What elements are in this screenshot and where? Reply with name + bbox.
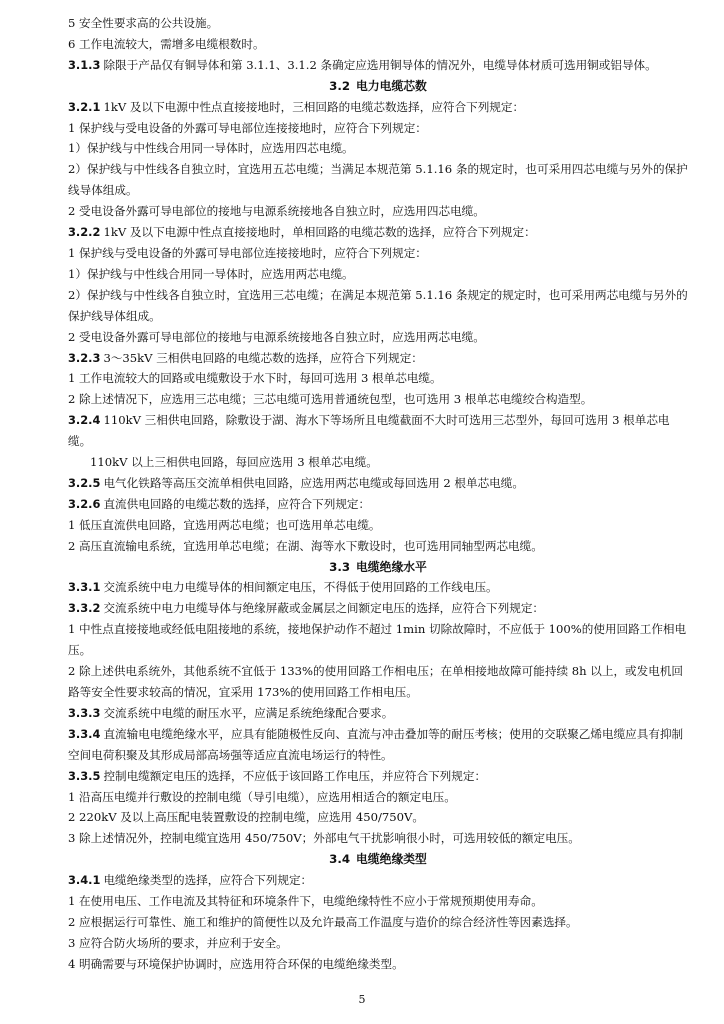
list-item: 1 沿高压电缆并行敷设的控制电缆（导引电缆），应选用相适合的额定电压。	[68, 789, 456, 804]
clause-number: 3.3.4	[68, 726, 101, 741]
clause-number: 3.2.3	[68, 350, 101, 365]
list-item: 1 低压直流供电回路，宜选用两芯电缆；也可选用单芯电缆。	[68, 517, 381, 532]
clause-number: 3.1.3	[68, 57, 101, 72]
list-item: 1 中性点直接接地或经低电阻接地的系统，接地保护动作不超过 1min 切除故障时，不应低于 100%的使用回路工作相电压。	[68, 622, 687, 658]
section-heading-3-4	[68, 849, 688, 870]
list-item: 2）保护线与中性线各自独立时，宜选用五芯电缆；当满足本规范第 5.1.16 条的规定时，也可采用四芯电缆与另外的保护线导体组成。	[68, 162, 688, 198]
clause-3-2-4	[68, 410, 688, 452]
clause-text: 交流系统中电力电缆导体的相间额定电压，不得低于使用回路的工作线电压。	[103, 580, 498, 595]
clause-3-3-4	[68, 724, 688, 766]
clause-number: 3.3.5	[68, 768, 101, 783]
section-title: 电缆绝缘类型	[356, 852, 427, 867]
clause-3-1-3	[68, 55, 688, 76]
section-heading-3-3	[68, 557, 688, 578]
clause-number: 3.2.4	[68, 413, 101, 428]
clause-number: 3.3.3	[68, 705, 101, 720]
clause-number: 3.4.1	[68, 873, 101, 888]
clause-3-2-5	[68, 473, 688, 494]
clause-text: 直流供电回路的电缆芯数的选择，应符合下列规定：	[103, 496, 371, 511]
section-number: 3.3	[329, 559, 351, 574]
list-item: 2 受电设备外露可导电部位的接地与电源系统接地各自独立时，应选用四芯电缆。	[68, 204, 485, 219]
clause-text: 控制电缆额定电压的选择，不应低于该回路工作电压，并应符合下列规定：	[103, 768, 487, 783]
clause-text: 110kV 三相供电回路，除敷设于湖、海水下等场所且电缆截面不大时可选用三芯型外，每回可选用 3 根单芯电缆。	[68, 413, 670, 449]
clause-number: 3.3.1	[68, 580, 101, 595]
list-item: 3 应符合防火场所的要求，并应利于安全。	[68, 935, 288, 950]
list-item: 1）保护线与中性线合用同一导体时，应选用两芯电缆。	[68, 266, 354, 281]
clause-text: 电缆绝缘类型的选择，应符合下列规定：	[103, 873, 313, 888]
clause-number: 3.2.5	[68, 475, 101, 490]
page-number: 5	[358, 993, 366, 1006]
clause-3-2-6	[68, 494, 688, 515]
clause-text: 交流系统中电缆的耐压水平，应满足系统绝缘配合要求。	[103, 705, 394, 720]
section-title: 电缆绝缘水平	[356, 559, 427, 574]
paragraph: 110kV 以上三相供电回路，每回应选用 3 根单芯电缆。	[90, 455, 378, 470]
list-item: 4 明确需要与环境保护协调时，应选用符合环保的电缆绝缘类型。	[68, 956, 404, 971]
list-item: 2 应根据运行可靠性、施工和维护的简便性以及允许最高工作温度与造价的综合经济性等因素选择。	[68, 914, 578, 929]
clause-3-3-2	[68, 598, 688, 619]
list-item: 2）保护线与中性线各自独立时，宜选用三芯电缆；在满足本规范第 5.1.16 条规定的规定时，也可采用两芯电缆与另外的保护线导体组成。	[68, 287, 688, 323]
list-item: 2 220kV 及以上高压配电装置敷设的控制电缆，应选用 450/750V。	[68, 810, 424, 825]
clause-text: 1kV 及以下电源中性点直接接地时，三相回路的电缆芯数选择，应符合下列规定：	[103, 99, 525, 114]
clause-3-3-3	[68, 703, 688, 724]
section-heading-3-2	[68, 76, 688, 97]
clause-text: 直流输电电缆绝缘水平，应具有能随极性反向、直流与冲击叠加等的耐压考核；使用的交联聚乙烯电缆应具有抑制空间电荷积聚及其形成局部高场强等适应直流电场运行的特性。	[68, 726, 684, 762]
list-item: 1 工作电流较大的回路或电缆敷设于水下时，每回可选用 3 根单芯电缆。	[68, 371, 442, 386]
clause-number: 3.2.1	[68, 99, 101, 114]
list-item: 5 安全性要求高的公共设施。	[68, 16, 219, 30]
clause-3-3-1	[68, 577, 688, 598]
list-item: 2 高压直流输电系统，宜选用单芯电缆；在湖、海等水下敷设时，也可选用同轴型两芯电缆。	[68, 538, 543, 553]
clause-text: 电气化铁路等高压交流单相供电回路，应选用两芯电缆或每回选用 2 根单芯电缆。	[103, 475, 524, 490]
clause-3-4-1	[68, 870, 688, 891]
clause-text: 除限于产品仅有铜导体和第 3.1.1、3.1.2 条确定应选用铜导体的情况外，电缆导体材质可选用铜或铝导体。	[103, 57, 657, 72]
section-title: 电力电缆芯数	[356, 78, 427, 93]
list-item: 1 保护线与受电设备的外露可导电部位连接接地时，应符合下列规定：	[68, 120, 427, 135]
section-number: 3.4	[329, 852, 351, 867]
list-item: 2 除上述情况下，应选用三芯电缆；三芯电缆可选用普通统包型，也可选用 3 根单芯电缆绞合构造型。	[68, 392, 593, 407]
clause-text: 1kV 及以下电源中性点直接接地时，单相回路的电缆芯数的选择，应符合下列规定：	[103, 225, 536, 240]
list-item: 1 在使用电压、工作电流及其特征和环境条件下，电缆绝缘特性不应小于常规预期使用寿命。	[68, 894, 543, 909]
list-item: 1）保护线与中性线合用同一导体时，应选用四芯电缆。	[68, 141, 354, 156]
clause-text: 3～35kV 三相供电回路的电缆芯数的选择，应符合下列规定：	[103, 350, 423, 365]
list-item: 3 除上述情况外，控制电缆宜选用 450/750V；外部电气干扰影响很小时，可选用较低的额定电压。	[68, 831, 580, 846]
list-item: 2 除上述供电系统外，其他系统不宜低于 133%的使用回路工作相电压；在单相接地故障可能持续 8h 以上，或发电机回路等安全性要求较高的情况，宜采用 173%的使用回路工作相电压。	[68, 664, 684, 699]
list-item: 2 受电设备外露可导电部位的接地与电源系统接地各自独立时，应选用两芯电缆。	[68, 329, 485, 344]
clause-3-2-1	[68, 97, 688, 118]
clause-3-2-2	[68, 222, 688, 243]
clause-number: 3.2.2	[68, 225, 101, 240]
section-number: 3.2	[329, 78, 351, 93]
clause-number: 3.3.2	[68, 601, 101, 616]
clause-number: 3.2.6	[68, 496, 101, 511]
clause-3-3-5	[68, 766, 688, 787]
list-item: 6 工作电流较大，需增多电缆根数时。	[68, 36, 265, 51]
clause-text: 交流系统中电力电缆导体与绝缘屏蔽或金属层之间额定电压的选择，应符合下列规定：	[103, 601, 545, 616]
clause-3-2-3	[68, 348, 688, 369]
list-item: 1 保护线与受电设备的外露可导电部位连接接地时，应符合下列规定：	[68, 245, 427, 260]
